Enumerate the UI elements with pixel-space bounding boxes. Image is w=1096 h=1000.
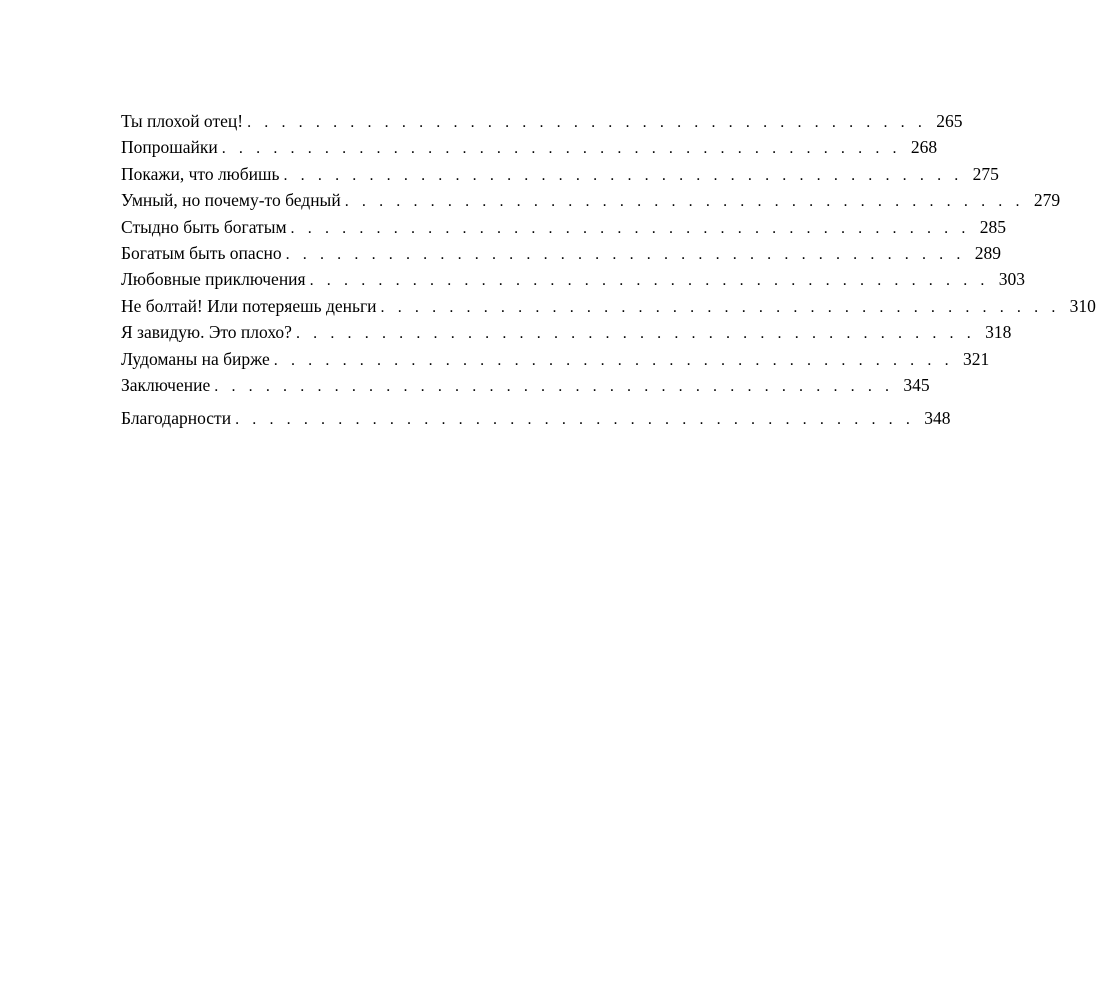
entry-title: Стыдно быть богатым: [121, 216, 287, 237]
toc-entry: [121, 240, 1001, 266]
dot-leader: . . . . . . . . . . . . . . . . . . . . . . . . . . . . . . . . . . . . . . . .: [285, 245, 965, 263]
entry-title: Богатым быть опасно: [121, 242, 282, 263]
toc-entry: [121, 293, 1096, 319]
toc-entry: [121, 108, 963, 134]
dot-leader: . . . . . . . . . . . . . . . . . . . . . . . . . . . . . . . . . . . . . . . .: [290, 219, 970, 237]
entry-page-number: 289: [974, 242, 1001, 263]
entry-title: Ты плохой отец!: [121, 111, 244, 131]
entry-title: Лудоманы на бирже: [121, 348, 270, 369]
entry-title: Умный, но почему-то бедный: [121, 190, 341, 211]
entry-title: Заключение: [121, 374, 211, 395]
toc-entry: [121, 405, 951, 431]
entry-page-number: 310: [1069, 295, 1096, 316]
entry-title: Любовные приключения: [121, 269, 306, 290]
dot-leader: . . . . . . . . . . . . . . . . . . . . . . . . . . . . . . . . . . . . . . . .: [283, 166, 963, 184]
dot-leader: . . . . . . . . . . . . . . . . . . . . . . . . . . . . . . . . . . . . . . . .: [309, 272, 990, 290]
dot-leader: . . . . . . . . . . . . . . . . . . . . . . . . . . . . . . . . . . . . . . . .: [380, 298, 1060, 316]
entry-title: Благодарности: [121, 408, 232, 429]
entry-title: Покажи, что любишь: [121, 163, 280, 184]
dot-leader: . . . . . . . . . . . . . . . . . . . . . . . . . . . . . . . . . . . . . . . .: [344, 193, 1025, 211]
dot-leader: . . . . . . . . . . . . . . . . . . . . . . . . . . . . . . . . . . . . . . . .: [295, 325, 976, 343]
toc-entry: [121, 319, 1012, 345]
entry-page-number: 345: [903, 374, 930, 395]
entry-page-number: 321: [962, 348, 990, 369]
entry-page-number: 318: [985, 322, 1012, 343]
entry-title: Не болтай! Или потеряешь деньги: [121, 295, 377, 316]
toc-entry: [121, 161, 999, 187]
table-of-contents: [121, 108, 1096, 432]
dot-leader: . . . . . . . . . . . . . . . . . . . . . . . . . . . . . . . . . . . . . . . .: [247, 114, 927, 131]
entry-title: Я завидую. Это плохо?: [121, 322, 292, 343]
dot-leader: . . . . . . . . . . . . . . . . . . . . . . . . . . . . . . . . . . . . . . . .: [273, 351, 954, 369]
toc-entry: [121, 214, 1006, 240]
entry-page-number: 285: [979, 216, 1006, 237]
dot-leader: . . . . . . . . . . . . . . . . . . . . . . . . . . . . . . . . . . . . . . . .: [214, 377, 894, 395]
dot-leader: . . . . . . . . . . . . . . . . . . . . . . . . . . . . . . . . . . . . . . . .: [235, 411, 915, 429]
toc-entry: [121, 372, 930, 398]
entry-title: Попрошайки: [121, 137, 218, 158]
toc-entry: [121, 266, 1026, 292]
toc-entry: [121, 187, 1061, 213]
entry-page-number: 303: [998, 269, 1026, 290]
toc-entry: [121, 346, 990, 372]
toc-entry: [121, 134, 938, 160]
entry-page-number: 268: [910, 137, 938, 158]
entry-page-number: 348: [924, 408, 951, 429]
entry-page-number: 279: [1033, 190, 1061, 211]
entry-page-number: 265: [936, 111, 963, 131]
entry-page-number: 275: [972, 163, 999, 184]
dot-leader: . . . . . . . . . . . . . . . . . . . . . . . . . . . . . . . . . . . . . . . .: [221, 140, 902, 158]
